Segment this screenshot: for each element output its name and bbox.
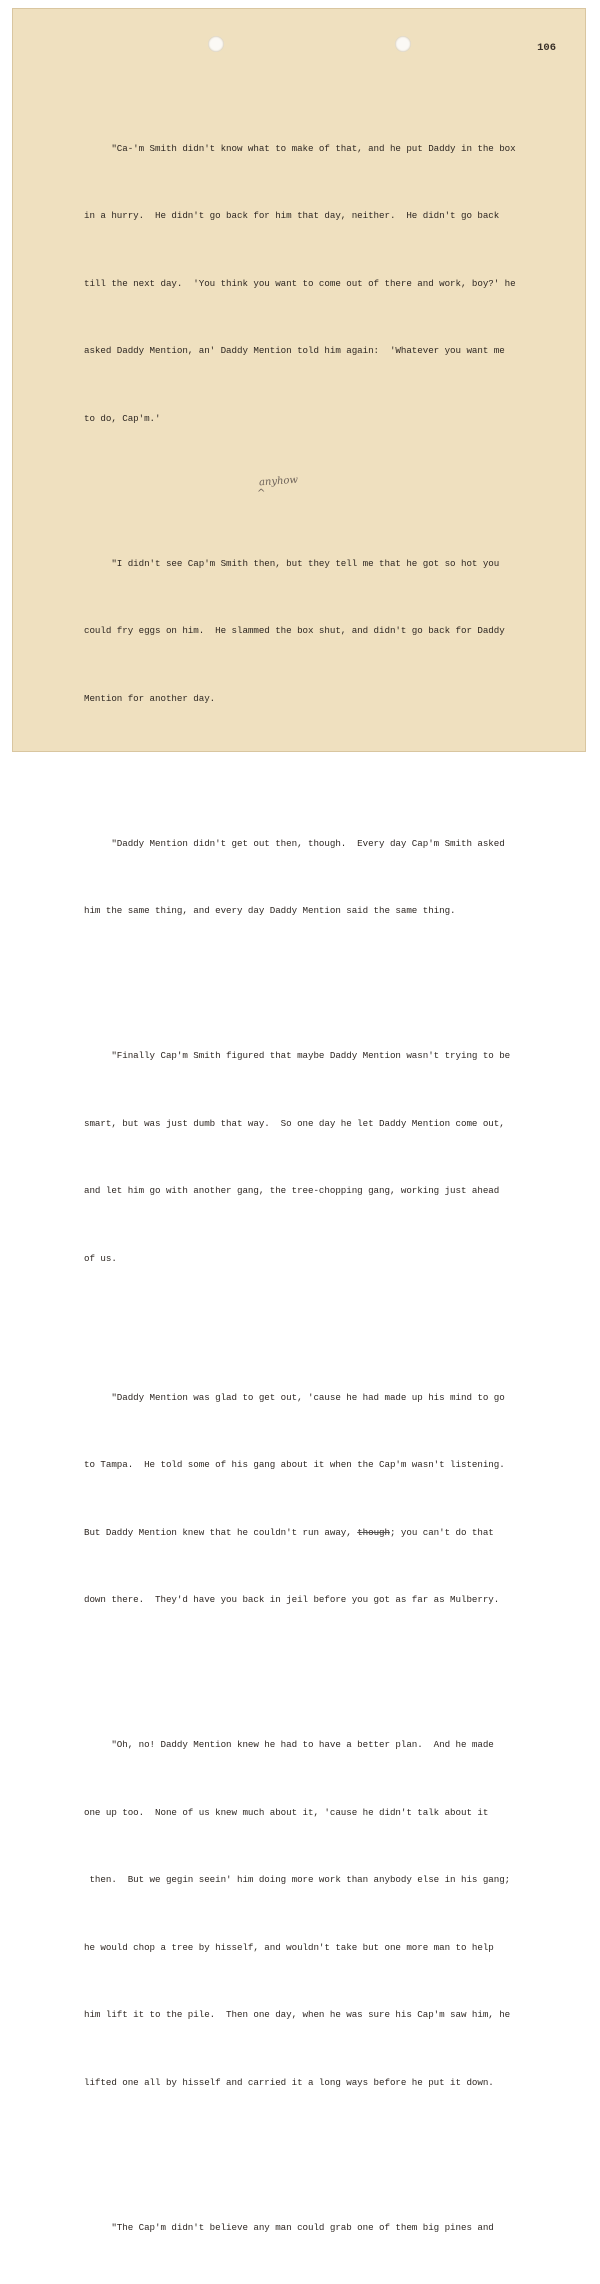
text-line: till the next day. 'You think you want to come out of there and work, boy?' he — [84, 277, 516, 289]
insertion-caret-icon: ^ — [257, 488, 266, 499]
text-line: then. But we gegin seein' him doing more work than anybody else in his gang; — [84, 1874, 511, 1885]
text-line: him the same thing, and every day Daddy Mention said the same thing. — [84, 905, 456, 916]
text-line: "Daddy Mention was glad to get out, 'cause he had made up his mind to go — [84, 1391, 505, 1403]
text-line: "Oh, no! Daddy Mention knew he had to have a better plan. And he made — [84, 1739, 494, 1750]
typed-text-body — [84, 70, 524, 2284]
punch-hole-right — [395, 36, 411, 52]
text-line: "Ca-'m Smith didn't know what to make of that, and he put Daddy in the box — [84, 142, 516, 154]
text-line: "Finally Cap'm Smith figured that maybe Daddy Mention wasn't trying to be — [84, 1050, 511, 1061]
text-line: could fry eggs on him. He slammed the box shut, and didn't go back for Daddy — [84, 625, 505, 636]
text-line: one up too. None of us knew much about it, 'cause he didn't talk about it — [84, 1806, 489, 1818]
text-line: in a hurry. He didn't go back for him that day, neither. He didn't go back — [84, 210, 500, 221]
text-line: down there. They'd have you back in jeil before you got as far as Mulberry. — [84, 1594, 500, 1605]
text-line: "The Cap'm didn't believe any man could grab one of them big pines and — [84, 2221, 494, 2233]
text-fragment: But Daddy Mention knew that he couldn't run away, — [84, 1526, 352, 1538]
text-line: "Daddy Mention didn't get out then, though. Every day Cap'm Smith asked — [84, 837, 505, 849]
text-line: and let him go with another gang, the tree-chopping gang, working just ahead — [84, 1185, 500, 1196]
text-line: Mention for another day. — [84, 692, 216, 704]
punch-hole-left — [208, 36, 224, 52]
text-fragment: ; you can't do that — [389, 1526, 494, 1538]
handwritten-insertion: anyhow — [258, 474, 299, 489]
text-line: him lift it to the pile. Then one day, when he was sure his Cap'm saw him, he — [84, 2009, 511, 2020]
text-line: smart, but was just dumb that way. So one day he let Daddy Mention come out, — [84, 1117, 505, 1129]
text-line: "I didn't see Cap'm Smith then, but they tell me that he got so hot you — [84, 557, 500, 569]
text-line: he would chop a tree by hisself, and wouldn't take but one more man to help — [84, 1941, 494, 1953]
text-line: lifted one all by hisself and carried it a long ways before he put it down. — [84, 2076, 494, 2088]
text-line: to Tampa. He told some of his gang about it when the Cap'm wasn't listening. — [84, 1459, 505, 1470]
page-number: 106 — [537, 42, 556, 54]
struck-word: though — [357, 1526, 390, 1538]
text-line: to do, Cap'm.' — [84, 412, 161, 424]
text-line-with-correction — [84, 1522, 524, 1545]
text-line: of us. — [84, 1252, 117, 1264]
text-line: asked Daddy Mention, an' Daddy Mention told him again: 'Whatever you want me — [84, 345, 505, 356]
